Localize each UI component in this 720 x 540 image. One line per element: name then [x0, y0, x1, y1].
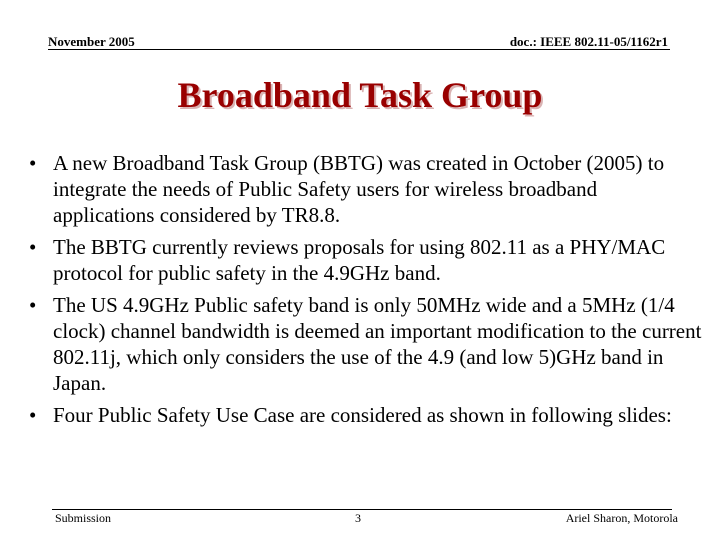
bullet-item [26, 292, 702, 396]
bullet-text: A new Broadband Task Group (BBTG) was created in October (2005) to integrate the needs of Public Safety users for wireless broadband applications considered by TR8.8. [53, 151, 665, 227]
bullet-icon: • [29, 235, 37, 259]
bullet-text: Four Public Safety Use Case are considered as shown in following slides: [53, 403, 672, 427]
bullet-item [26, 402, 702, 428]
bullet-icon: • [29, 293, 37, 317]
footer-submission: Submission [55, 511, 112, 525]
footer-page-number: 3 [355, 511, 361, 525]
bullet-item [26, 150, 702, 228]
header-date: November 2005 [48, 34, 135, 49]
bullet-item [26, 234, 702, 286]
bullet-icon: • [29, 151, 37, 175]
bullet-list [26, 150, 702, 434]
bullet-text: The BBTG currently reviews proposals for using 802.11 as a PHY/MAC protocol for public safety in the 4.9GHz band. [53, 235, 666, 285]
header-doc-id: doc.: IEEE 802.11-05/1162r1 [509, 34, 668, 49]
header-divider [48, 49, 670, 50]
slide-title: Broadband Task Group [177, 75, 543, 115]
bullet-icon: • [29, 403, 37, 427]
footer-author: Ariel Sharon, Motorola [565, 511, 678, 525]
bullet-text: The US 4.9GHz Public safety band is only 50MHz wide and a 5MHz (1/4 clock) channel bandwidth is deemed an important modification to the current 802.11j, which only considers the use of the 4.9 (and low 5)GHz band in Japan. [53, 293, 702, 395]
footer-divider [52, 509, 672, 510]
